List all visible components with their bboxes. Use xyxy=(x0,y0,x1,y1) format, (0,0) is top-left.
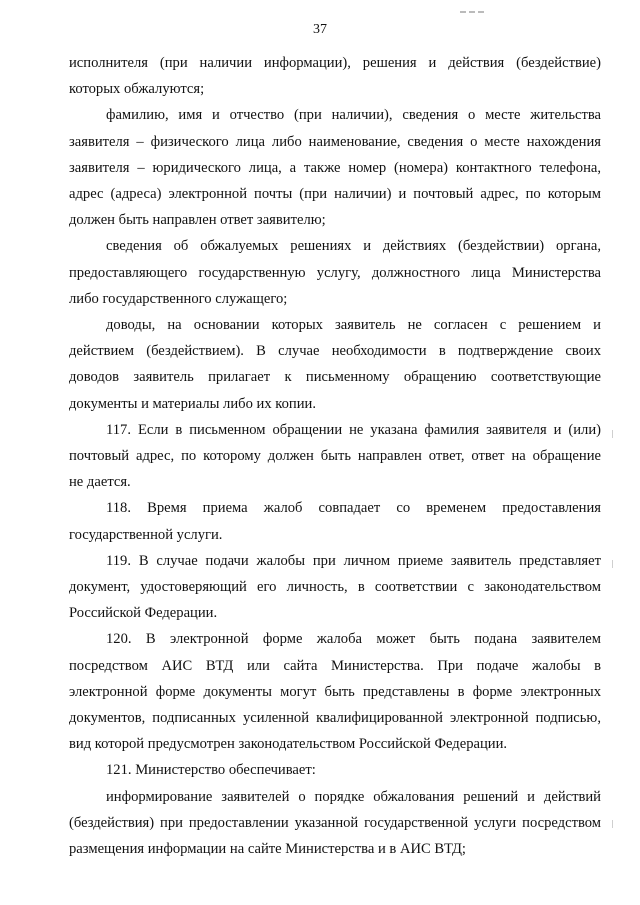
text-line: 120. В электронной форме жалоба может быть подана заявителем xyxy=(106,631,601,648)
text-line: либо государственного служащего; xyxy=(69,290,288,307)
text-line: вид которой предусмотрен законодательством Российской Федерации. xyxy=(69,736,508,753)
text-line: сведения об обжалуемых решениях и действиях (бездействии) органа, xyxy=(106,238,601,255)
paragraph xyxy=(69,50,601,102)
paragraph xyxy=(69,784,601,863)
text-line: доводов заявитель прилагает к письменному обращению соответствующие xyxy=(69,369,601,386)
text-line: доводы, на основании которых заявитель не согласен с решением и xyxy=(106,317,601,334)
paragraph xyxy=(69,548,601,627)
text-line: информирование заявителей о порядке обжалования решений и действий xyxy=(106,788,601,805)
text-line: электронной форме документы могут быть представлены в форме электронных xyxy=(69,683,601,700)
text-line: государственной услуги. xyxy=(69,526,223,543)
paragraph xyxy=(69,102,601,233)
scan-artifact xyxy=(612,430,613,438)
text-line: размещения информации на сайте Министерства и в АИС ВТД; xyxy=(69,841,466,858)
document-body xyxy=(69,50,601,862)
text-line: адрес (адреса) электронной почты (при наличии) и почтовый адрес, по которым xyxy=(69,186,601,203)
paragraph xyxy=(69,626,601,757)
text-line: фамилию, имя и отчество (при наличии), сведения о месте жительства xyxy=(106,107,601,124)
text-line: документ, удостоверяющий его личность, в соответствии с законодательством xyxy=(69,579,601,596)
text-line: почтовый адрес, по которому должен быть направлен ответ, ответ на обращение xyxy=(69,448,601,465)
text-line: заявителя – физического лица либо наименование, сведения о месте нахождения xyxy=(69,133,601,150)
text-line: Российской Федерации. xyxy=(69,605,218,622)
scan-artifact xyxy=(612,820,613,828)
text-line: 119. В случае подачи жалобы при личном приеме заявитель представляет xyxy=(106,552,601,569)
paragraph xyxy=(69,417,601,496)
text-line: 118. Время приема жалоб совпадает со временем предоставления xyxy=(106,500,601,517)
paragraph xyxy=(69,757,601,783)
paragraph xyxy=(69,312,601,417)
text-line: действием (бездействием). В случае необходимости в подтверждение своих xyxy=(69,343,601,360)
scan-artifact xyxy=(460,0,500,3)
text-line: не дается. xyxy=(69,474,131,491)
text-line: должен быть направлен ответ заявителю; xyxy=(69,212,326,229)
text-line: заявителя – юридического лица, а также номер (номера) контактного телефона, xyxy=(69,159,601,176)
paragraph xyxy=(69,233,601,312)
text-line: документов, подписанных усиленной квалифицированной электронной подписью, xyxy=(69,710,601,727)
page-number: 37 xyxy=(313,22,327,37)
text-line: документы и материалы либо их копии. xyxy=(69,395,317,412)
text-line: (бездействия) при предоставлении указанной государственной услуги посредством xyxy=(69,814,601,831)
scan-artifact xyxy=(612,560,613,568)
text-line: 121. Министерство обеспечивает: xyxy=(106,762,316,779)
text-line: которых обжалуются; xyxy=(69,81,205,98)
text-line: исполнителя (при наличии информации), решения и действия (бездействие) xyxy=(69,55,601,71)
text-line: посредством АИС ВТД или сайта Министерства. При подаче жалобы в xyxy=(69,657,601,674)
text-line: 117. Если в письменном обращении не указана фамилия заявителя и (или) xyxy=(106,421,601,438)
text-line: предоставляющего государственную услугу, должностного лица Министерства xyxy=(69,264,601,281)
paragraph xyxy=(69,495,601,547)
